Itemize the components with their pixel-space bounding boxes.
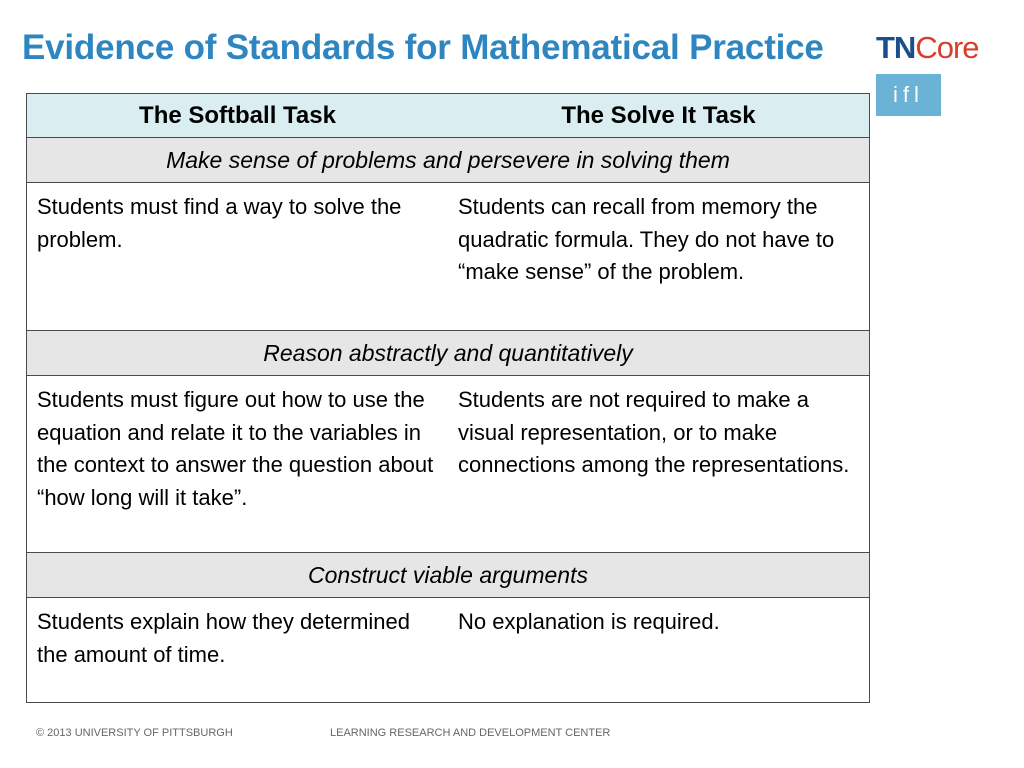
softball-cell: Students explain how they determined the amount of time. xyxy=(37,609,411,667)
footer-center: LEARNING RESEARCH AND DEVELOPMENT CENTER xyxy=(330,727,611,739)
section-heading-row xyxy=(27,553,869,598)
tncore-logo xyxy=(876,28,979,68)
ifl-logo: ifl xyxy=(876,74,941,116)
table-row xyxy=(27,183,869,331)
header-solve-it-task: The Solve It Task xyxy=(561,102,756,129)
header-softball-task: The Softball Task xyxy=(139,102,336,129)
footer-copyright: © 2013 UNIVERSITY OF PITTSBURGH xyxy=(36,727,233,739)
section-heading: Reason abstractly and quantitatively xyxy=(263,340,633,366)
table-header-row xyxy=(27,94,869,138)
solve-it-cell: Students are not required to make a visual representation, or to make connections among the representations. xyxy=(458,387,850,477)
solve-it-cell: Students can recall from memory the quadratic formula. They do not have to “make sense” of the problem. xyxy=(458,194,835,284)
section-heading: Construct viable arguments xyxy=(308,562,588,588)
logo-core-text: Core xyxy=(915,30,979,65)
solve-it-cell: No explanation is required. xyxy=(458,609,720,634)
softball-cell: Students must find a way to solve the problem. xyxy=(37,194,402,252)
table-row xyxy=(27,598,869,702)
table-row xyxy=(27,376,869,553)
logo-tn-text: TN xyxy=(876,30,916,65)
page-title: Evidence of Standards for Mathematical Practice xyxy=(22,28,824,67)
section-heading-row xyxy=(27,138,869,183)
section-heading: Make sense of problems and persevere in solving them xyxy=(166,147,730,173)
softball-cell: Students must figure out how to use the equation and relate it to the variables in the context to answer the question about “how long will it take”. xyxy=(37,387,434,510)
section-heading-row xyxy=(27,331,869,376)
standards-table xyxy=(26,93,870,703)
